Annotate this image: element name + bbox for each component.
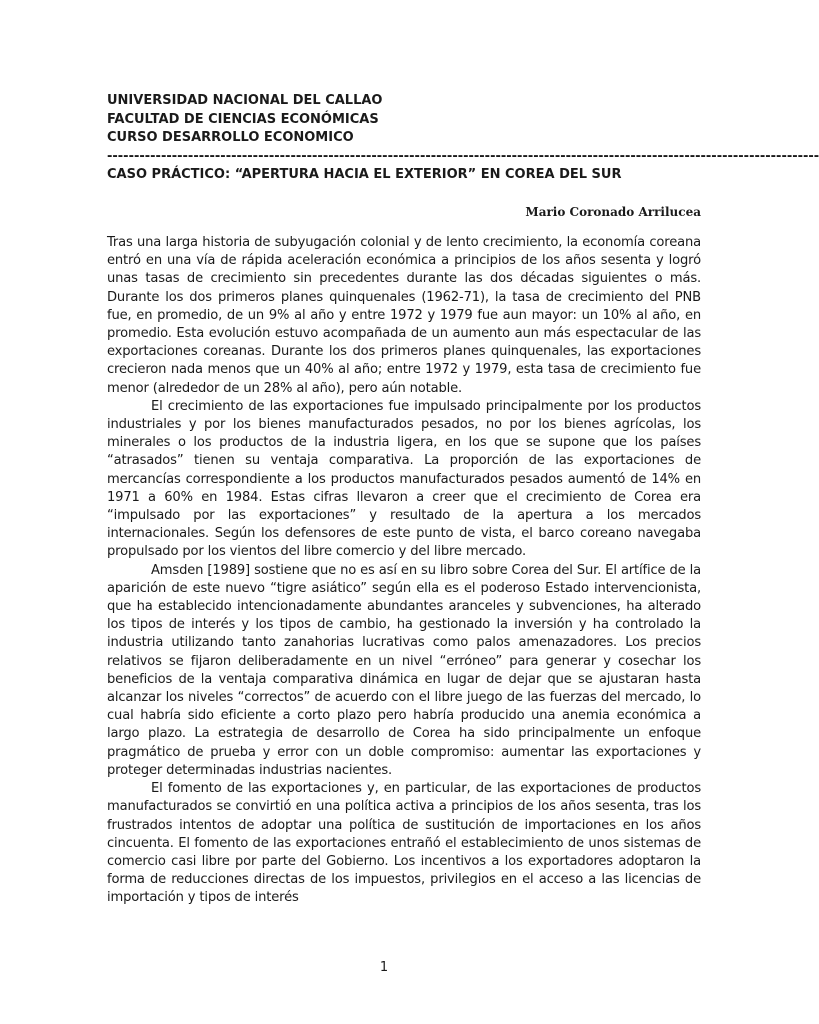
case-title: CASO PRÁCTICO: “APERTURA HACIA EL EXTERIOR” EN COREA DEL SUR <box>107 167 622 182</box>
university-name: UNIVERSIDAD NACIONAL DEL CALLAO <box>107 93 383 108</box>
course-name: CURSO DESARROLLO ECONOMICO <box>107 130 354 145</box>
paragraph: Amsden [1989] sostiene que no es así en su libro sobre Corea del Sur. El artífice de la aparición de este nuevo “tigre asiático” según ella es el poderoso Estado intervencionista, que ha establecido intencionadamente abundantes aranceles y subvenciones, ha alterado los tipos de interés y los tipos de cambio, ha gestionado la inversión y ha controlado la industria utilizando tanto zanahorias lucrativas como palos amenazadores. Los precios relativos se fijaron deliberadamente en un nivel “erróneo” para generar y cosechar los beneficios de la ventaja comparativa dinámica en lugar de dejar que se ajustaran hasta alcanzar los niveles “correctos” de acuerdo con el libre juego de las fuerzas del mercado, lo cual habría sido eficiente a corto plazo pero habría producido una anemia económica a largo plazo. La estrategia de desarrollo de Corea ha sido principalmente un enfoque pragmático de prueba y error con un doble compromiso: aumentar las exportaciones y proteger determinadas industrias nacientes. <box>107 562 701 778</box>
paragraph: Tras una larga historia de subyugación colonial y de lento crecimiento, la economía coreana entró en una vía de rápida aceleración económica a principios de los años sesenta y logró unas tasas de crecimiento sin precedentes durante las dos décadas siguientes o más. Durante los dos primeros planes quinquenales (1962-71), la tasa de crecimiento del PNB fue, en promedio, de un 9% al año y entre 1972 y 1979 fue aun mayor: un 10% al año, en promedio. Esta evolución estuvo acompañada de un aumento aun más espectacular de las exportaciones coreanas. Durante los dos primeros planes quinquenales, las exportaciones crecieron nada menos que un 40% al año; entre 1972 y 1979, esta tasa de crecimiento fue menor (alrededor de un 28% al año), pero aún notable. <box>107 235 701 396</box>
faculty-name: FACULTAD DE CIENCIAS ECONÓMICAS <box>107 111 379 127</box>
header-separator: ------------------------------------------------------------------------------------------------------------------------------------ <box>107 148 819 164</box>
paragraph: El crecimiento de las exportaciones fue impulsado principalmente por los productos industriales y por los bienes manufacturados pesados, no por los bienes agrícolas, los minerales o los productos de la industria ligera, en los que se supone que los países “atrasados” tienen su ventaja comparativa. La proporción de las exportaciones de mercancías correspondiente a los productos manufacturados pesados aumentó de 14% en 1971 a 60% en 1984. Estas cifras llevaron a creer que el crecimiento de Corea era “impulsado por las exportaciones” y resultado de la apertura a los mercados internacionales. Según los defensores de este punto de vista, el barco coreano navegaba propulsado por los vientos del libre comercio y del libre mercado. <box>107 398 701 560</box>
author-name: Mario Coronado Arrilucea <box>525 205 701 219</box>
document-header <box>107 92 819 185</box>
page-number: 1 <box>379 960 389 975</box>
paragraph: El fomento de las exportaciones y, en particular, de las exportaciones de productos manufacturados se convirtió en una política activa a principios de los años sesenta, tras los frustrados intentos de adoptar una política de sustitución de importaciones en los años cincuenta. El fomento de las exportaciones entrañó el establecimiento de unos sistemas de comercio casi libre por parte del Gobierno. Los incentivos a los exportadores adoptaron la forma de reducciones directas de los impuestos, privilegios en el acceso a las licencias de importación y tipos de interés <box>107 781 701 906</box>
document-body <box>107 234 701 908</box>
